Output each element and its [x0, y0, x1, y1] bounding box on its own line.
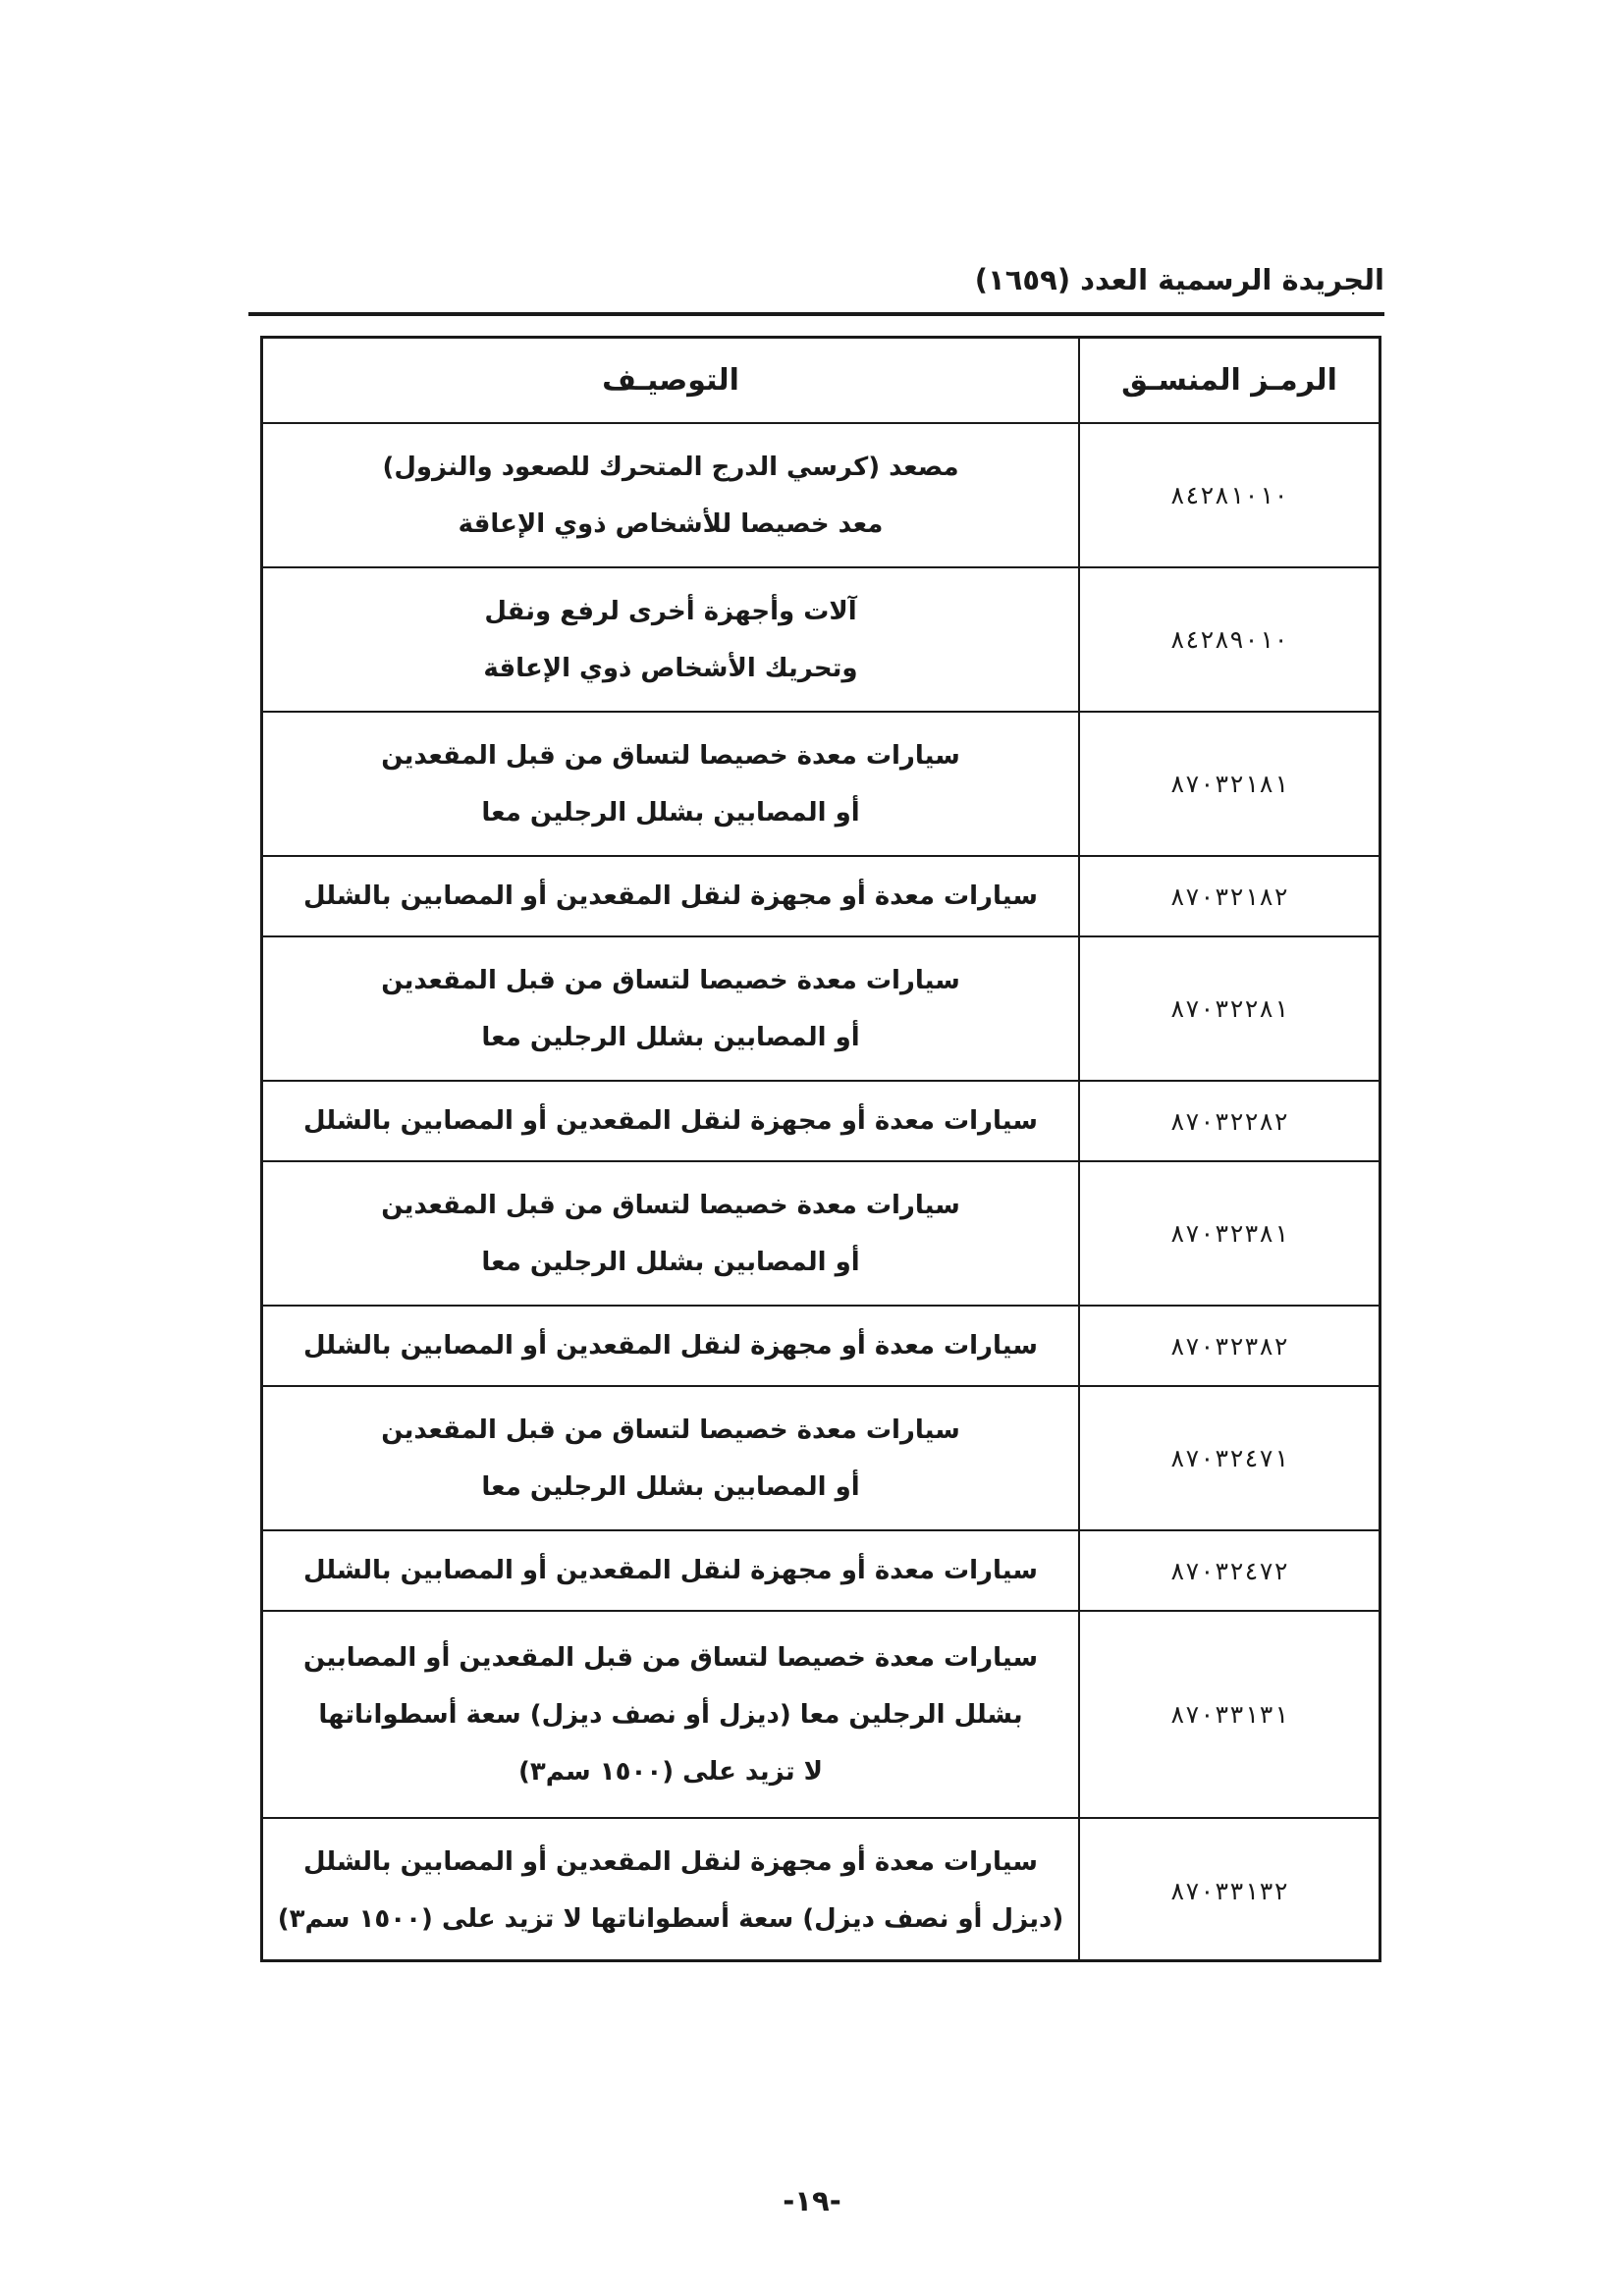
description-line: سيارات معدة أو مجهزة لنقل المقعدين أو المصابين بالشلل [303, 1847, 1038, 1877]
harmonized-code-cell: ٨٧٠٣٢٢٨١ [1079, 936, 1379, 1081]
harmonized-code-cell: ٨٧٠٣٢١٨١ [1079, 712, 1379, 856]
table-row [263, 1611, 1379, 1818]
description-cell [263, 856, 1079, 936]
description-cell [263, 1611, 1079, 1818]
table-body [263, 423, 1379, 1962]
table-row [263, 1306, 1379, 1386]
harmonized-code-cell: ٨٧٠٣٢٤٧١ [1079, 1386, 1379, 1530]
table-header-row [263, 339, 1379, 423]
table-row [263, 1386, 1379, 1530]
page-number: -١٩- [783, 2184, 841, 2217]
description-line: أو المصابين بشلل الرجلين معا [481, 1022, 860, 1052]
description-line: سيارات معدة أو مجهزة لنقل المقعدين أو المصابين بالشلل [303, 1556, 1038, 1585]
description-cell [263, 423, 1079, 567]
description-cell [263, 1161, 1079, 1306]
harmonized-code-cell: ٨٧٠٣٢٢٨٢ [1079, 1081, 1379, 1161]
description-line: سيارات معدة خصيصا لتساق من قبل المقعدين [381, 1415, 960, 1445]
description-line: وتحريك الأشخاص ذوي الإعاقة [483, 653, 858, 683]
description-line: سيارات معدة أو مجهزة لنقل المقعدين أو المصابين بالشلل [303, 1331, 1038, 1361]
harmonized-code-cell: ٨٧٠٣٢٣٨١ [1079, 1161, 1379, 1306]
description-line: معد خصيصا للأشخاص ذوي الإعاقة [458, 508, 884, 539]
description-line: لا تزيد على (١٥٠٠ سم٣) [517, 1756, 824, 1787]
description-line: بشلل الرجلين معا (ديزل أو نصف ديزل) سعة أسطواناتها [318, 1699, 1023, 1730]
description-cell [263, 1818, 1079, 1962]
harmonized-code-cell: ٨٤٢٨٩٠١٠ [1079, 567, 1379, 712]
description-line: أو المصابين بشلل الرجلين معا [481, 1247, 860, 1277]
description-line: سيارات معدة خصيصا لتساق من قبل المقعدين [381, 1190, 960, 1220]
description-cell [263, 1530, 1079, 1611]
harmonized-code-cell: ٨٧٠٣٣١٣١ [1079, 1611, 1379, 1818]
table-row [263, 1081, 1379, 1161]
description-line: أو المصابين بشلل الرجلين معا [481, 797, 860, 828]
tariff-table-frame [260, 336, 1381, 1962]
harmonized-code-cell: ٨٧٠٣٣١٣٢ [1079, 1818, 1379, 1962]
table-row [263, 1818, 1379, 1962]
harmonized-code-cell: ٨٧٠٣٢٤٧٢ [1079, 1530, 1379, 1611]
description-cell [263, 1386, 1079, 1530]
description-line: سيارات معدة أو مجهزة لنقل المقعدين أو المصابين بالشلل [303, 881, 1038, 911]
description-cell [263, 1306, 1079, 1386]
table-row [263, 1161, 1379, 1306]
table-row [263, 423, 1379, 567]
column-header-description: التوصيـف [263, 339, 1079, 423]
description-line: سيارات معدة أو مجهزة لنقل المقعدين أو المصابين بالشلل [303, 1106, 1038, 1136]
description-cell [263, 936, 1079, 1081]
description-line: (ديزل أو نصف ديزل) سعة أسطواناتها لا تزيد على (١٥٠٠ سم٣) [277, 1904, 1064, 1934]
description-line: آلات وأجهزة أخرى لرفع ونقل [484, 596, 857, 626]
table-row [263, 567, 1379, 712]
table-row [263, 856, 1379, 936]
column-header-code: الرمـز المنسـق [1079, 339, 1379, 423]
description-cell [263, 1081, 1079, 1161]
description-line: مصعد (كرسي الدرج المتحرك للصعود والنزول) [382, 452, 959, 482]
harmonized-code-cell: ٨٧٠٣٢١٨٢ [1079, 856, 1379, 936]
description-cell [263, 567, 1079, 712]
description-line: أو المصابين بشلل الرجلين معا [481, 1471, 860, 1502]
description-line: سيارات معدة خصيصا لتساق من قبل المقعدين [381, 965, 960, 995]
description-line: سيارات معدة خصيصا لتساق من قبل المقعدين [381, 740, 960, 771]
table-row [263, 712, 1379, 856]
page-header [248, 257, 1384, 316]
gazette-title: الجريدة الرسمية العدد (١٦٥٩) [974, 263, 1384, 296]
harmonized-code-cell: ٨٤٢٨١٠١٠ [1079, 423, 1379, 567]
table-row [263, 1530, 1379, 1611]
harmonized-code-cell: ٨٧٠٣٢٣٨٢ [1079, 1306, 1379, 1386]
description-line: سيارات معدة خصيصا لتساق من قبل المقعدين أو المصابين [302, 1642, 1039, 1673]
description-cell [263, 712, 1079, 856]
tariff-table [263, 339, 1379, 1962]
table-row [263, 936, 1379, 1081]
